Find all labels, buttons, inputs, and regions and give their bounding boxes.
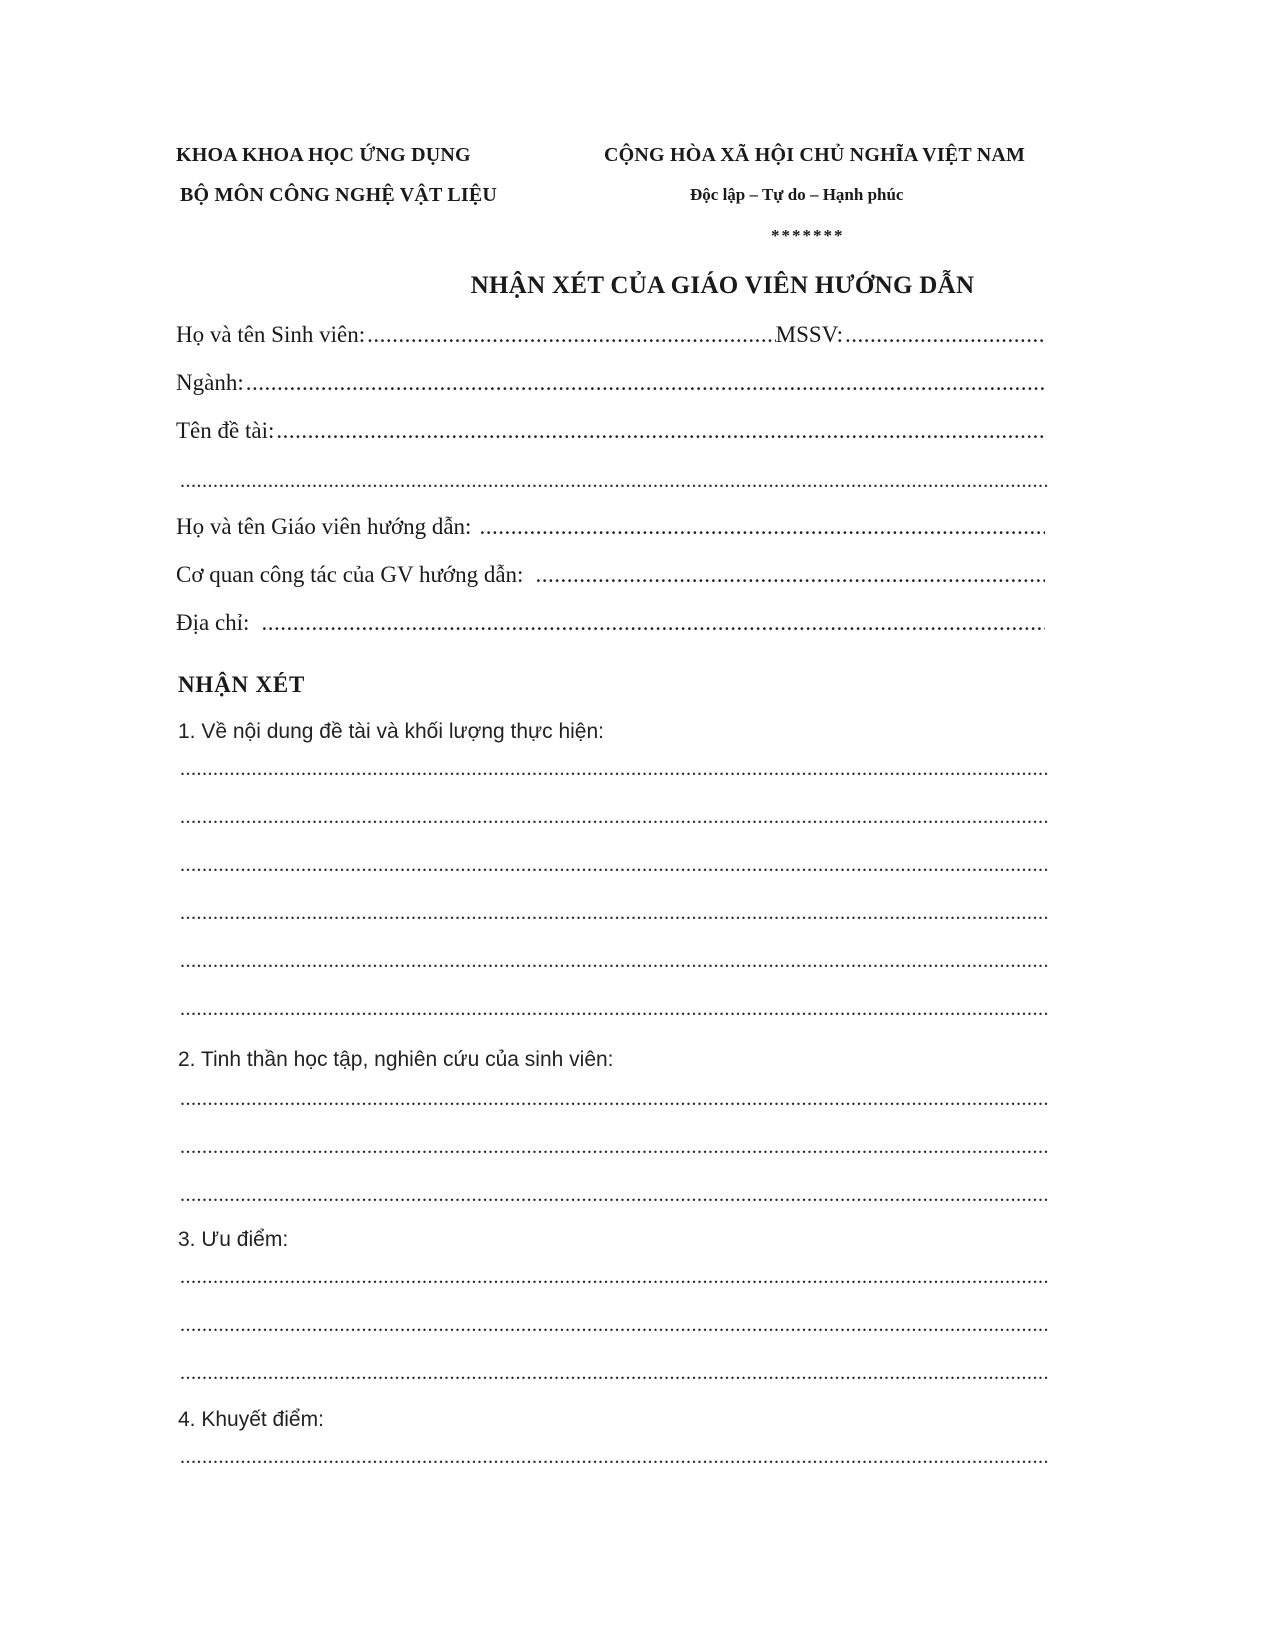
topic-field[interactable] [276, 418, 1045, 444]
student-name-field[interactable] [367, 322, 776, 348]
advisor-name-row [176, 514, 1045, 544]
address-field[interactable] [261, 610, 1045, 636]
advisor-name-field[interactable] [479, 514, 1045, 540]
department-name: BỘ MÔN CÔNG NGHỆ VẬT LIỆU [180, 184, 498, 206]
answer-line[interactable] [180, 1088, 1048, 1112]
answer-line[interactable] [180, 998, 1048, 1022]
question-1: 1. Về nội dung đề tài và khối lượng thực hiện: [178, 720, 604, 743]
question-2: 2. Tinh thần học tập, nghiên cứu của sinh viên: [178, 1048, 614, 1071]
header-stars: ******* [771, 226, 845, 245]
address-label: Địa chỉ: [176, 610, 250, 635]
answer-line[interactable] [180, 1136, 1048, 1160]
topic-label: Tên đề tài: [176, 418, 275, 443]
topic-field-continued[interactable] [180, 470, 1048, 494]
student-name-label: Họ và tên Sinh viên: [176, 322, 366, 347]
advisor-name-label: Họ và tên Giáo viên hướng dẫn: [176, 514, 472, 539]
answer-line[interactable] [180, 806, 1048, 830]
advisor-org-label: Cơ quan công tác của GV hướng dẫn: [176, 562, 524, 587]
student-id-label: MSSV: [775, 322, 843, 347]
answer-line[interactable] [180, 902, 1048, 926]
faculty-name: KHOA KHOA HỌC ỨNG DỤNG [176, 144, 471, 166]
page-title: NHẬN XÉT CỦA GIÁO VIÊN HƯỚNG DẪN [470, 272, 975, 299]
student-id-field[interactable] [845, 322, 1045, 348]
student-row [176, 322, 1045, 352]
answer-line[interactable] [180, 1446, 1048, 1470]
answer-line[interactable] [180, 950, 1048, 974]
major-row [176, 370, 1045, 400]
advisor-org-field[interactable] [535, 562, 1045, 588]
topic-row [176, 418, 1045, 448]
advisor-org-row [176, 562, 1045, 592]
major-field[interactable] [246, 370, 1045, 396]
answer-line[interactable] [180, 1266, 1048, 1290]
question-4: 4. Khuyết điểm: [178, 1408, 324, 1431]
major-label: Ngành: [176, 370, 244, 395]
address-row [176, 610, 1045, 640]
answer-line[interactable] [180, 758, 1048, 782]
review-heading: NHẬN XÉT [178, 672, 306, 697]
question-3: 3. Ưu điểm: [178, 1228, 289, 1251]
answer-line[interactable] [180, 1314, 1048, 1338]
national-title: CỘNG HÒA XÃ HỘI CHỦ NGHĨA VIỆT NAM [604, 144, 1026, 166]
answer-line[interactable] [180, 1184, 1048, 1208]
answer-line[interactable] [180, 854, 1048, 878]
national-motto: Độc lập – Tự do – Hạnh phúc [690, 185, 904, 204]
answer-line[interactable] [180, 1362, 1048, 1386]
